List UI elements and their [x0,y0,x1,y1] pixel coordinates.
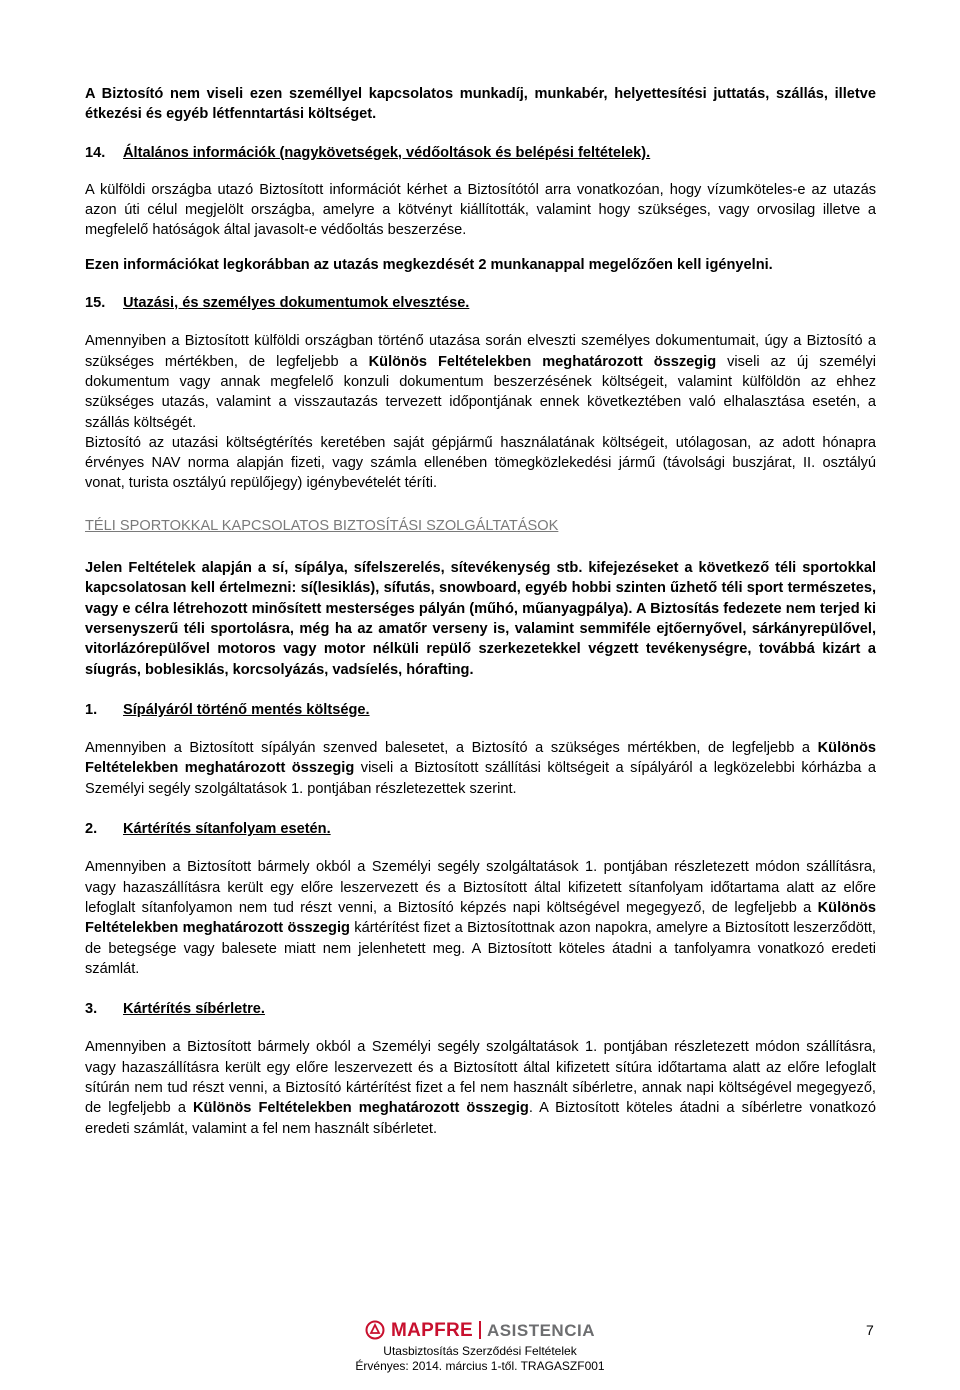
winter-2-text-a: Amennyiben a Biztosított bármely okból a Személyi segély szolgáltatások 1. pontjában részletezett módon szállításra, vagy hazaszállításra került egy előre leszervezett és a Biztosított által kifizetett sítanfolyam időtartama alatt az előre lefoglalt sítanfolyamon nem tud részt venni, a Biztosító képzés napi költségével megegyező, de legfeljebb a [85,859,876,916]
logo-separator [479,1321,481,1339]
winter-3-bold: Különös Feltételekben meghatározott összegig [193,1100,529,1117]
winter-2-bold: Különös Feltételekben meghatározott összegig [85,899,876,937]
winter-sports-title: TÉLI SPORTOKKAL KAPCSOLATOS BIZTOSÍTÁSI SZOLGÁLTATÁSOK [85,517,559,534]
winter-1-text-c: viseli a Biztosított szállítási költségeit a sípályáról a legközelebbi kórházba a Személyi segély szolgáltatások 1. pontjában részletezettek szerint. [85,760,876,797]
section-15-paragraph-2: Biztosító az utazási költségtérítés keretében saját gépjármű használatának költségeit, utólagosan, az adott hónapra érvényes NAV norma alapján fizeti, vagy számla ellenében tömegközlekedési jármű (távolsági buszjárat, II. osztályú vonat, turista osztályú repülőjegy) igénybevételét téríti. [85,434,876,492]
section-15-heading [85,293,876,313]
winter-3-title: Kártérítés síbérletre. [123,1001,265,1018]
mapfre-logo [365,1318,595,1342]
winter-2-title: Kártérítés sítanfolyam esetén. [123,821,331,838]
intro-paragraph: A Biztosító nem viseli ezen személlyel kapcsolatos munkadíj, munkabér, helyettesítési juttatás, szállás, illetve étkezési és egyéb létfenntartási költséget. [85,86,876,123]
page-footer [0,1318,960,1374]
section-14-paragraph-2: Ezen információkat legkorábban az utazás megkezdését 2 munkanappal megelőzően kell igényelni. [85,256,773,273]
logo-mapfre-text: MAPFRE [391,1319,474,1341]
section-15-p1-text-a: Amennyiben a Biztosított külföldi országban történő utazása során elveszti személyes dokumentumait, úgy a Biztosító a szükséges mértékben, de legfeljebb a [85,333,876,370]
winter-2-heading [85,819,876,839]
section-15-p1-bold: Különös Feltételekben meghatározott összegig [368,353,717,370]
winter-3-paragraph [85,1037,876,1138]
winter-1-number: 1. [85,701,98,718]
section-15-p1-text-c: viseli az új személyi dokumentum vagy annak megfelelő konzuli dokumentum beszerzésének költségeit, valamint külföldön az ehhez szükséges utazás, valamint a visszautazás tervezett időpontjának ennek következtében való elhalasztása esetén, a szállás költségét. [85,353,876,431]
section-15-title: Utazási, és személyes dokumentumok elvesztése. [123,295,470,312]
section-14-paragraph-1: A külföldi országba utazó Biztosított információt kérhet a Biztosítótól arra vonatkozóan, hogy vízumköteles-e az utazás azon úti célul megjelölt országba, amelyre a kötvényt kiállították, valamint hogy szükséges, vagy orvosilag illetve a megfelelő hatóságok által javasolt-e védőoltás beszerzése. [85,181,876,239]
winter-sports-paragraph: Jelen Feltételek alapján a sí, sípálya, sífelszerelés, sítevékenység stb. kifejezéseket a következő téli sportokkal kapcsolatosan kell értelmezni: sí(lesiklás), sífutás, snowboard, egyéb hobbi szinten űzhető téli sport természetes, vagy e célra létrehozott minősített mesterséges pályán (műhó, műanyagpálya). A Biztosítás fedezete nem terjed ki versenyszerű téli sportolásra, még ha az amatőr verseny is, valamint semmiféle ejtőernyővel, sárkányrepülővel, vitorlázórepülővel motoros vagy motor nélküli repülő szerkezetekkel végzett tevékenységre, továbbá kizárt a síugrás, boblesiklás, korcsolyázás, vadsíelés, hórafting. [85,560,876,678]
winter-1-heading [85,700,876,720]
section-14-number: 14. [85,144,106,161]
page-number: 7 [866,1322,874,1338]
section-15-number: 15. [85,295,106,312]
winter-1-paragraph [85,738,876,799]
winter-3-text-a: Amennyiben a Biztosított bármely okból a Személyi segély szolgáltatások 1. pontjában részletezett módon szállításra, vagy hazaszállításra került egy előre leszervezett és a Biztosított által kifizetett sítúra időtartama alatt az előre lefoglalt sítúrán nem tud részt venni, a Biztosító kártérítést fizet a fel nem használt síbérletre, annak napi költségével megegyező, de legfeljebb a [85,1039,876,1117]
winter-1-title: Sípályáról történő mentés költsége. [123,701,370,718]
footer-line-1: Utasbiztosítás Szerződési Feltételek [383,1344,577,1358]
winter-3-heading [85,999,876,1019]
section-14-title: Általános információk (nagykövetségek, védőoltások és belépési feltételek). [123,144,651,161]
mapfre-emblem-icon [365,1320,385,1340]
winter-3-number: 3. [85,1001,98,1018]
section-14-heading [85,143,876,163]
footer-line-2: Érvényes: 2014. március 1-től. TRAGASZF001 [355,1359,605,1373]
winter-2-number: 2. [85,821,98,838]
winter-2-text-c: kártérítést fizet a Biztosítottnak azon napokra, amelyre a Biztosított leszerződött, de betegsége vagy balesete miatt nem jelenhetett meg. A Biztosított köteles átadni a tanfolyamra vonatkozó eredeti számlát. [85,920,876,977]
document-body [85,84,876,1139]
winter-1-bold: Különös Feltételekben meghatározott összegig [85,740,876,777]
section-15-paragraph-1 [85,331,876,432]
logo-asistencia-text: ASISTENCIA [487,1320,595,1340]
winter-1-text-a: Amennyiben a Biztosított sípályán szenved balesetet, a Biztosító a szükséges mértékben, de legfeljebb a [85,740,818,757]
winter-2-paragraph [85,857,876,979]
winter-3-text-c: . A Biztosított köteles átadni a síbérletre vonatkozó eredeti számlát, valamint a fel nem használt síbérletet. [85,1100,876,1137]
